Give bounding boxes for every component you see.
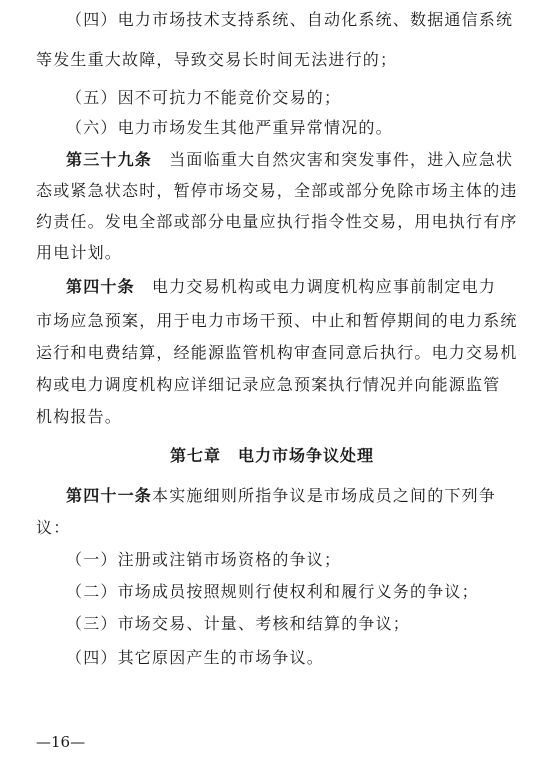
text-line: 构或电力调度机构应详细记录应急预案执行情况并向能源监管 — [36, 375, 501, 394]
article-label: 第四十条 — [66, 277, 135, 296]
text-line: （四）电力市场技术支持系统、自动化系统、数据通信系统 — [66, 10, 514, 29]
list-item: （三）市场交易、计量、考核和结算的争议； — [66, 614, 411, 633]
page-number: —16— — [36, 733, 86, 751]
list-item: （四）其它原因产生的市场争议。 — [66, 648, 325, 667]
article-text: 当面临重大自然灾害和突发事件，进入应急状 — [152, 150, 514, 169]
article-text: 电力交易机构或电力调度机构应事前制定电力 — [134, 277, 497, 296]
text-line: 态或紧急状态时，暂停市场交易，全部或部分免除市场主体的违 — [36, 181, 518, 200]
article-line — [66, 150, 513, 170]
text-line: 运行和电费结算，经能源监管机构审查同意后执行。电力交易机 — [36, 343, 518, 362]
list-item: （二）市场成员按照规则行使权利和履行义务的争议； — [66, 582, 479, 601]
text-line: （五）因不可抗力不能竞价交易的； — [66, 88, 342, 107]
list-item: （一）注册或注销市场资格的争议； — [66, 550, 342, 569]
text-line: 市场应急预案，用于电力市场干预、中止和暂停期间的电力系统 — [36, 311, 518, 330]
text-line: 议： — [36, 518, 71, 537]
chapter-heading: 第七章 电力市场争议处理 — [170, 446, 375, 465]
article-line — [66, 277, 496, 297]
article-line — [66, 486, 496, 506]
article-label: 第四十一条 — [66, 486, 153, 505]
text-line: 机构报告。 — [36, 407, 123, 426]
article-text: 本实施细则所指争议是市场成员之间的下列争 — [152, 486, 497, 505]
text-line: 用电计划。 — [36, 243, 123, 262]
text-line: 等发生重大故障，导致交易长时间无法进行的； — [36, 50, 398, 69]
article-label: 第三十九条 — [66, 150, 153, 169]
text-line: 约责任。发电全部或部分电量应执行指令性交易，用电执行有序 — [36, 212, 518, 231]
text-line: （六）电力市场发生其他严重异常情况的。 — [66, 118, 393, 137]
